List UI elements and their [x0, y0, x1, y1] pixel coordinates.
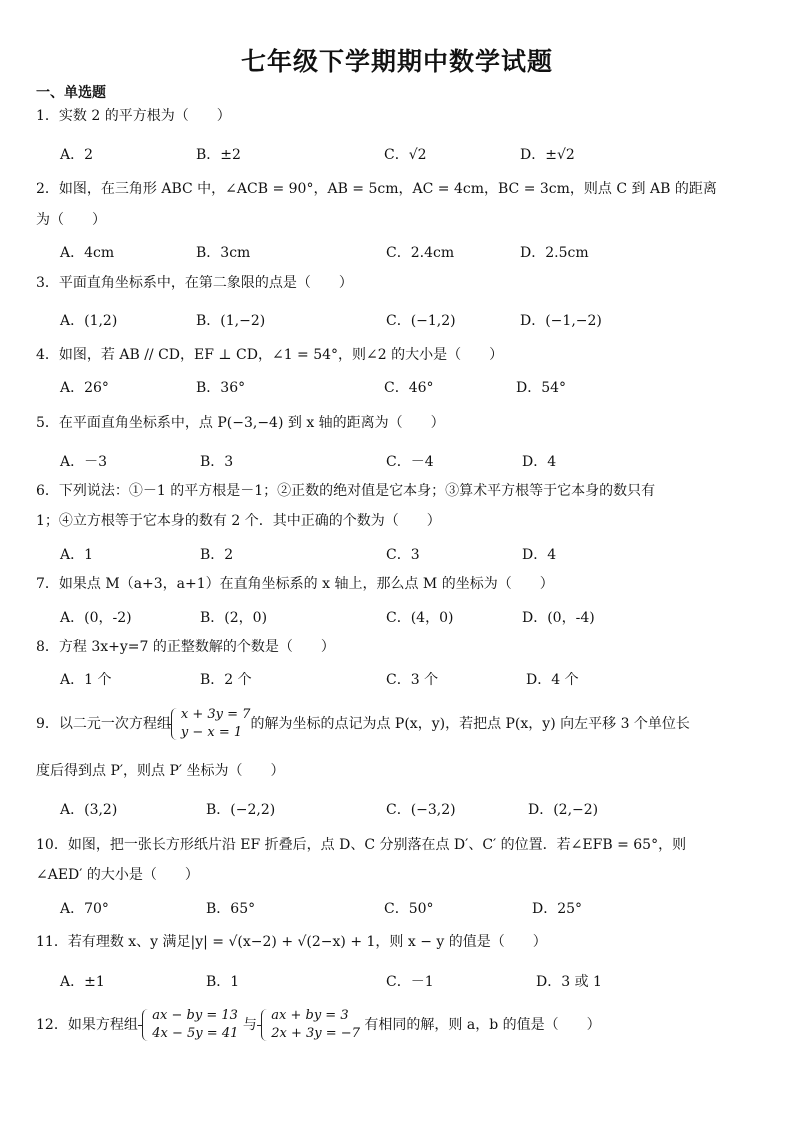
question-4-stem: 4．如图，若 AB // CD，EF ⊥ CD，∠1 = 54°，则∠2 的大小是（ ） [36, 347, 504, 363]
q12-stem-mid: 与 [242, 1017, 257, 1033]
q11-option-a[interactable]: A．±1 [60, 974, 105, 990]
q12-equation-system-1 [142, 1007, 238, 1043]
question-5-stem: 5．在平面直角坐标系中，点 P(−3,−4) 到 x 轴的距离为（ ） [36, 415, 445, 431]
question-1-options [60, 144, 760, 162]
q12-stem-post: 有相同的解，则 a，b 的值是（ ） [364, 1017, 601, 1033]
q12-sys1-eq1: ax − by = 13 [152, 1008, 238, 1023]
q4-option-b[interactable]: B．36° [196, 380, 246, 396]
q2-option-b[interactable]: B．3cm [196, 245, 251, 261]
question-12-stem [36, 1005, 601, 1045]
question-2-stem-line1: 2．如图，在三角形 ABC 中，∠ACB = 90°，AB = 5cm，AC = 4cm，BC = 3cm，则点 C 到 AB 的距离 [36, 181, 717, 197]
q5-option-a[interactable]: A．－3 [60, 454, 108, 470]
q9-equation-system [171, 706, 251, 742]
question-10-stem-line2: ∠AED′ 的大小是（ ） [36, 867, 199, 883]
q1-option-d[interactable]: D．±√2 [520, 147, 575, 163]
question-11-stem: 11．若有理数 x、y 满足|y| = √(x−2) + √(2−x) + 1，则 x − y 的值是（ ） [36, 934, 547, 950]
q2-option-d[interactable]: D．2.5cm [520, 245, 589, 261]
q1-option-c[interactable]: C．√2 [384, 147, 427, 163]
q9-option-b[interactable]: B．(−2,2) [206, 802, 276, 818]
question-10-stem-line1: 10．如图，把一张长方形纸片沿 EF 折叠后，点 D、C 分别落在点 D′、C′ 的位置．若∠EFB = 65°，则 [36, 837, 687, 853]
q1-option-a[interactable]: A．2 [60, 147, 94, 163]
q6-option-b[interactable]: B．2 [200, 547, 234, 563]
q4-option-d[interactable]: D．54° [516, 380, 567, 396]
q10-option-c[interactable]: C．50° [384, 901, 434, 917]
q2-option-a[interactable]: A．4cm [60, 245, 115, 261]
q7-option-b[interactable]: B．(2，0) [200, 610, 268, 626]
q10-option-a[interactable]: A．70° [60, 901, 109, 917]
q10-option-b[interactable]: B．65° [206, 901, 256, 917]
q3-option-c[interactable]: C．(−1,2) [386, 313, 456, 329]
q5-option-c[interactable]: C．－4 [386, 454, 434, 470]
q12-stem-pre: 12．如果方程组 [36, 1017, 138, 1033]
q12-equation-system-2 [261, 1007, 360, 1043]
q11-option-b[interactable]: B．1 [206, 974, 240, 990]
q12-sys2-eq2: 2x + 3y = −7 [271, 1026, 360, 1041]
q10-option-d[interactable]: D．25° [532, 901, 583, 917]
q4-option-c[interactable]: C．46° [384, 380, 434, 396]
question-6-stem-line1: 6．下列说法：①－1 的平方根是－1；②正数的绝对值是它本身；③算术平方根等于它本身的数只有 [36, 483, 656, 499]
page-title: 七年级下学期期中数学试题 [240, 47, 553, 76]
q9-eq2: y − x = 1 [180, 725, 243, 740]
question-1-stem: 1．实数 2 的平方根为（ ） [36, 108, 231, 124]
q9-option-a[interactable]: A．(3,2) [60, 802, 118, 818]
section-heading: 一、单选题 [36, 85, 106, 101]
question-9-stem-line2: 度后得到点 P′，则点 P′ 坐标为（ ） [36, 763, 285, 779]
q11-option-d[interactable]: D．3 或 1 [536, 974, 602, 990]
question-4-options [60, 377, 760, 395]
q9-option-d[interactable]: D．(2,−2) [528, 802, 599, 818]
question-7-stem: 7．如果点 M（a+3，a+1）在直角坐标系的 x 轴上，那么点 M 的坐标为（ ） [36, 576, 554, 592]
q11-option-c[interactable]: C．－1 [386, 974, 434, 990]
q6-option-a[interactable]: A．1 [60, 547, 94, 563]
question-8-stem: 8．方程 3x+y=7 的正整数解的个数是（ ） [36, 639, 335, 655]
q1-option-b[interactable]: B．±2 [196, 147, 241, 163]
q4-option-a[interactable]: A．26° [60, 380, 109, 396]
q5-option-b[interactable]: B．3 [200, 454, 234, 470]
question-6-options [60, 544, 760, 562]
q3-option-b[interactable]: B．(1,−2) [196, 313, 266, 329]
question-2-options [60, 242, 760, 260]
q7-option-c[interactable]: C．(4，0) [386, 610, 454, 626]
question-7-options [60, 607, 760, 625]
question-9-stem-line1 [36, 704, 690, 744]
question-3-options [60, 310, 760, 328]
q6-option-c[interactable]: C．3 [386, 547, 420, 563]
q8-option-c[interactable]: C．3 个 [386, 672, 439, 688]
question-11-options [60, 971, 760, 989]
q2-option-c[interactable]: C．2.4cm [386, 245, 455, 261]
q12-sys1-eq2: 4x − 5y = 41 [152, 1026, 239, 1041]
question-2-stem-line2: 为（ ） [36, 212, 106, 228]
q12-sys2-eq1: ax + by = 3 [271, 1008, 349, 1023]
question-5-options [60, 451, 760, 469]
question-6-stem-line2: 1；④立方根等于它本身的数有 2 个．其中正确的个数为（ ） [36, 513, 441, 529]
q7-option-a[interactable]: A．(0，-2) [60, 610, 132, 626]
q9-stem-pre: 9．以二元一次方程组 [36, 716, 171, 732]
q8-option-d[interactable]: D．4 个 [526, 672, 579, 688]
q3-option-a[interactable]: A．(1,2) [60, 313, 118, 329]
q6-option-d[interactable]: D．4 [522, 547, 557, 563]
q8-option-b[interactable]: B．2 个 [200, 672, 252, 688]
q8-option-a[interactable]: A．1 个 [60, 672, 112, 688]
question-8-options [60, 669, 760, 687]
q3-option-d[interactable]: D．(−1,−2) [520, 313, 602, 329]
question-9-options [60, 799, 760, 817]
question-10-options [60, 898, 760, 916]
q5-option-d[interactable]: D．4 [522, 454, 557, 470]
question-3-stem: 3．平面直角坐标系中，在第二象限的点是（ ） [36, 275, 353, 291]
q9-eq1: x + 3y = 7 [180, 707, 251, 722]
q7-option-d[interactable]: D．(0，-4) [522, 610, 595, 626]
q9-option-c[interactable]: C．(−3,2) [386, 802, 456, 818]
q9-stem-post: 的解为坐标的点记为点 P(x，y)，若把点 P(x，y) 向左平移 3 个单位长 [250, 716, 690, 732]
